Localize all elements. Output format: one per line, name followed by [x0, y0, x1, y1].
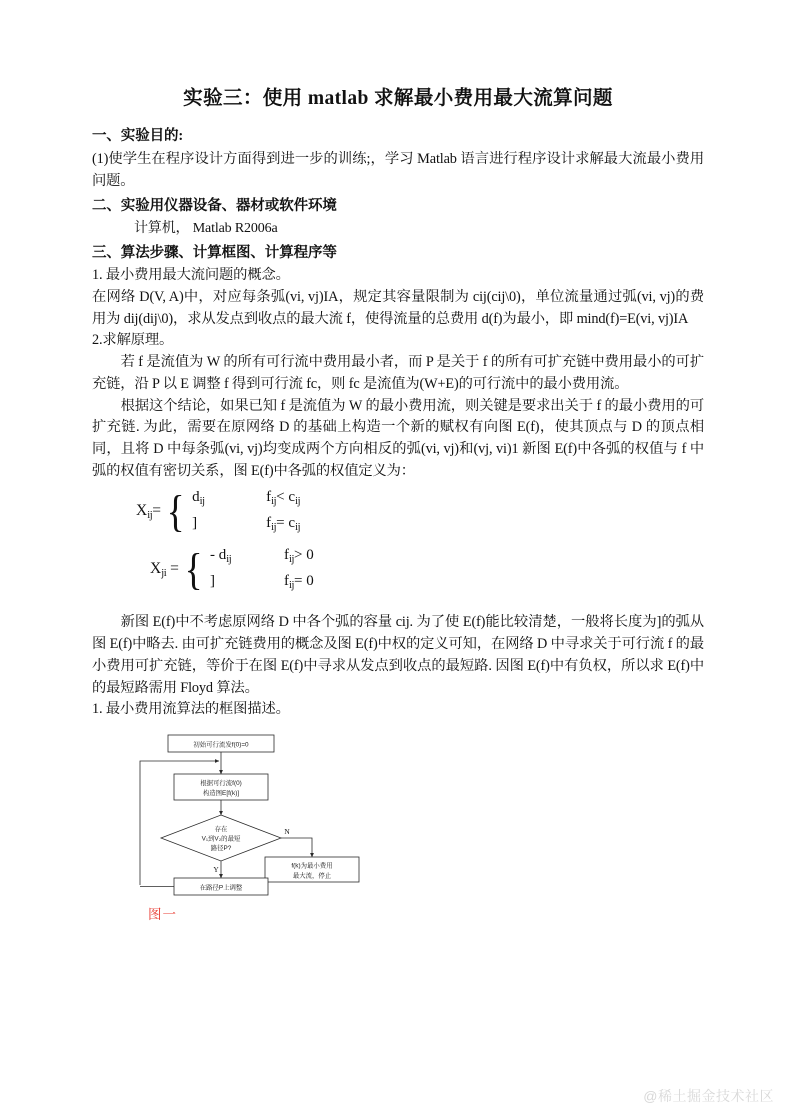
- flow-node-decide-label-line3: 路径P?: [210, 845, 232, 853]
- item-1-title: 1. 最小费用最大流问题的概念。: [92, 267, 290, 284]
- flow-edge-label-no: N: [284, 827, 290, 837]
- watermark: @稀土掘金技术社区: [643, 1088, 774, 1104]
- section-heading-2: 二、实验用仪器设备、器材或软件环境: [92, 197, 337, 214]
- formula-case-4: ] fij= 0: [210, 573, 314, 592]
- flow-node-decide-label-line2: V₁到V₂的最短: [201, 835, 241, 843]
- section-heading-3: 三、算法步骤、计算框图、计算程序等: [92, 244, 337, 261]
- formula-brace-upper: {: [166, 487, 185, 537]
- flow-node-stop-label-line2: 最大流，停止: [292, 872, 332, 880]
- flow-edge-no: [281, 838, 312, 857]
- document-content: [92, 86, 704, 923]
- item-1-paragraph: 在网络 D(V, A)中，对应每条弧(vi, vj)IA，规定其容量限制为 cij(cij\0)，单位流量通过弧(vi, vj)的费用为 dij(dij\0)，求从发点到收点的最大流 f，使得流量的总费用 d(f)为最小，即 mind(f)=E(vi, vj)IA: [92, 288, 704, 327]
- flowchart-svg: [130, 731, 398, 899]
- flow-node-stop-label-line1: f(k)为最小费用: [291, 862, 333, 870]
- flow-node-build-label-line1: 根据可行流f(0): [200, 780, 242, 788]
- section-heading-1: 一、实验目的:: [92, 128, 184, 145]
- formula-xji-label: Xji =: [150, 560, 179, 580]
- flow-node-decide-label-line1: 存在: [214, 826, 228, 834]
- formula-case-1: dij fij< cij: [192, 489, 301, 508]
- item-2-paragraph-2: 根据这个结论，如果已知 f 是流值为 W 的最小费用流，则关键是要求出关于 f 的最小费用的可扩充链. 为此，需要在原网络 D 的基础上构造一个新的赋权有向图 E(f)，使其顶点与 D 的顶点相同，且将 D 中每条弧(vi, vj)均变成两个方向相反的弧(vi, vj)和(vj, vi)1 新图 E(f)中各弧的权值与 f 中弧的权值有密切关系，图 E(f)中各弧的权值定义为：: [92, 397, 704, 479]
- section-2-paragraph: 计算机， Matlab R2006a: [134, 221, 278, 237]
- formula-cases-lower: [210, 548, 314, 591]
- figure-caption: 图一: [148, 907, 177, 923]
- page-title: 实验三：使用 matlab 求解最小费用最大流算问题: [183, 88, 613, 109]
- formula-case-3: - dij fij> 0: [210, 547, 314, 566]
- item-2-paragraph-1: 若 f 是流值为 W 的所有可行流中费用最小者，而 P 是关于 f 的所有可扩充链中费用最小的可扩充链，沿 P 以 E 调整 f 得到可行流 fc，则 fc 是流值为(W+E)的可行流中的最小费用流。: [92, 354, 704, 392]
- section-1-paragraph: (1)使学生在程序设计方面得到进一步的训练;，学习 Matlab 语言进行程序设计求解最大流最小费用问题。: [92, 151, 704, 189]
- formula-brace-lower: {: [184, 545, 203, 595]
- flow-edge-label-yes: Y: [213, 865, 219, 875]
- after-formula-paragraph: 新图 E(f)中不考虑原网络 D 中各个弧的容量 cij. 为了使 E(f)能比较清楚，一般将长度为]的弧从图 E(f)中略去. 由可扩充链费用的概念及图 E(f)中权的定义可知，在网络 D 中寻求关于可行流 f 的最小费用可扩充链，等价于在图 E(f)中寻求从发点到收点的最短路. 因图 E(f)中有负权，所以求 E(f)中的最短路需用 Floyd 算法。: [92, 614, 704, 696]
- formula-row-xji: [150, 545, 314, 595]
- arc-weight-formula: [92, 487, 704, 606]
- formula-cases-upper: [192, 490, 300, 533]
- formula-case-2: ] fij= cij: [192, 515, 301, 534]
- formula-row-xij: [136, 487, 301, 537]
- item-3-title: 1. 最小费用流算法的框图描述。: [92, 701, 290, 718]
- flow-node-adjust-label: 在路径P上调整: [199, 884, 243, 892]
- flow-node-start-label: 初始可行流发f(0)=0: [193, 741, 249, 749]
- flow-node-build-label-line2: 构造图E[f(k)]: [202, 790, 240, 798]
- item-2-title: 2.求解原理。: [92, 332, 174, 349]
- flowchart-diagram: [130, 731, 398, 899]
- formula-xij-label: Xij=: [136, 502, 161, 522]
